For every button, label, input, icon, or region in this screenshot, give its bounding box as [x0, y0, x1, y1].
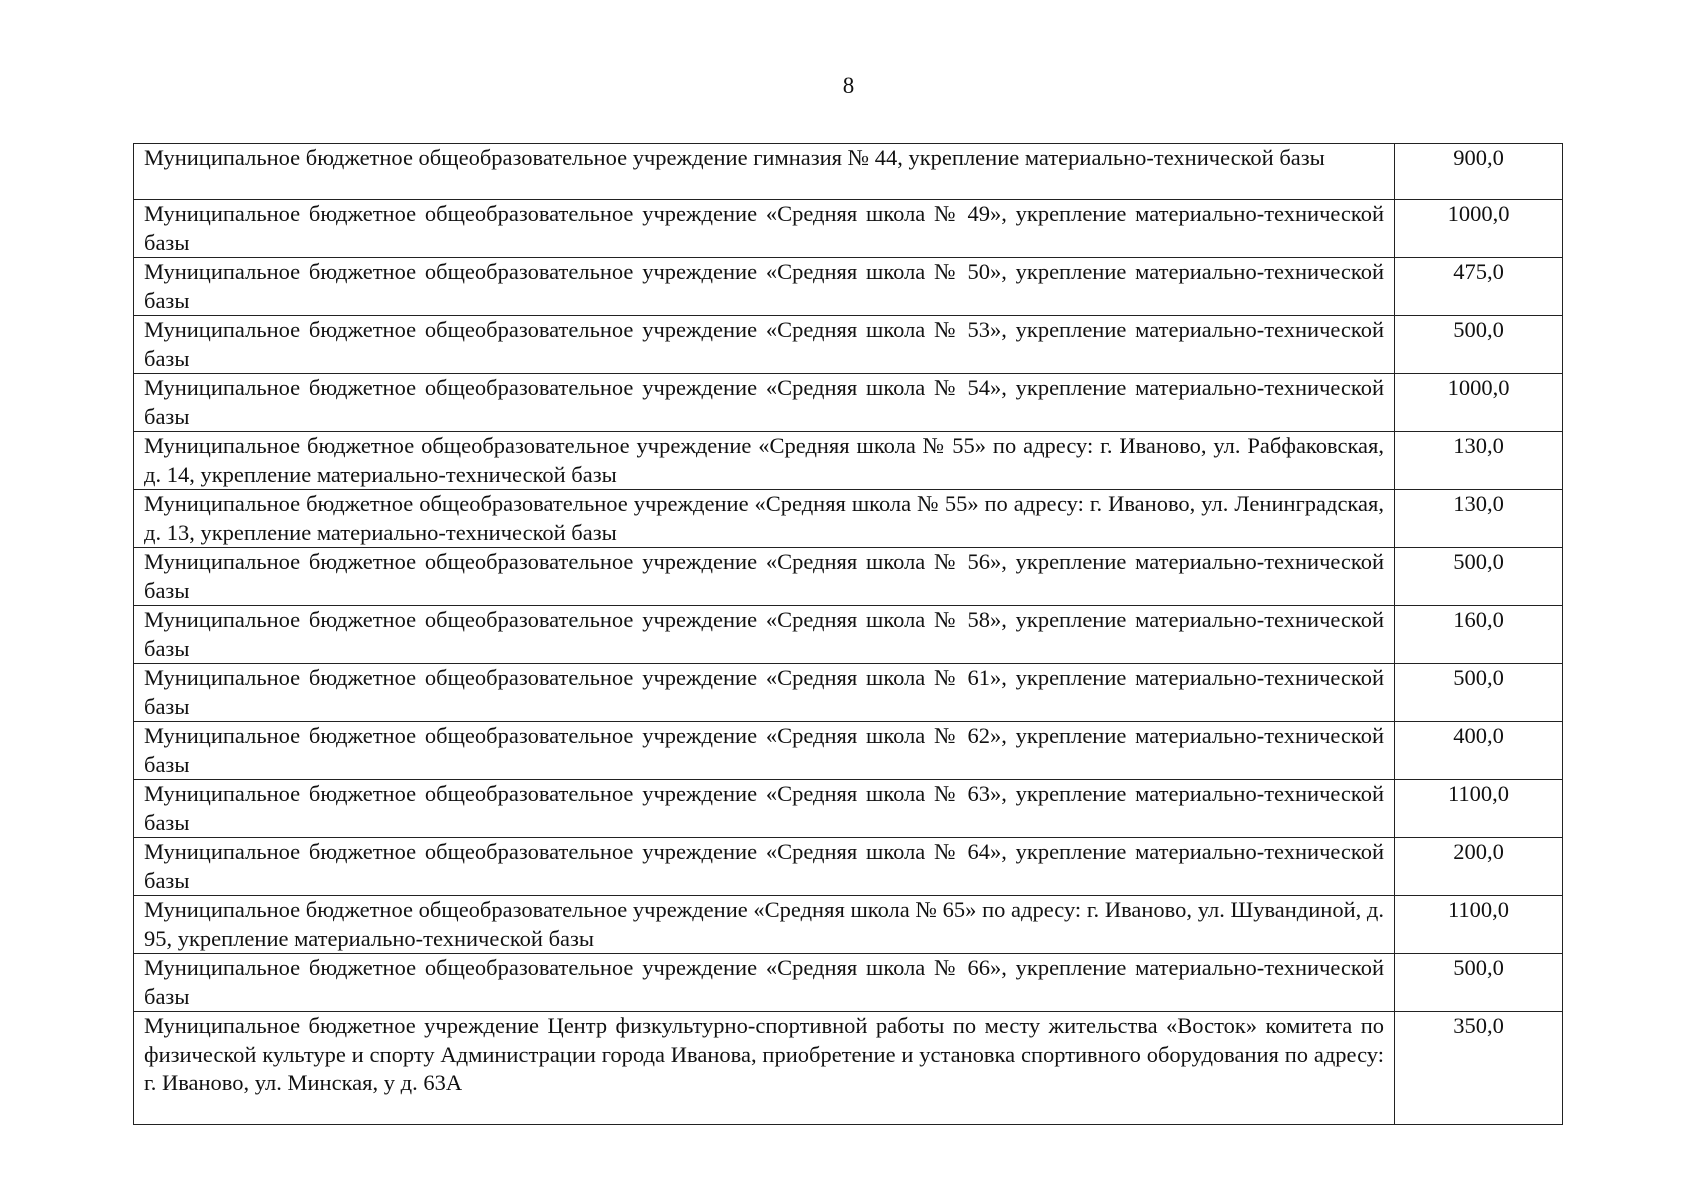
- institution-description: Муниципальное бюджетное общеобразовательное учреждение «Средняя школа № 53», укрепление материально-технической базы: [134, 316, 1395, 374]
- page-number: 8: [842, 73, 855, 98]
- institution-description: Муниципальное бюджетное учреждение Центр физкультурно-спортивной работы по месту жительства «Восток» комитета по физической культуре и спорту Администрации города Иванова, приобретение и установка спортивного оборудования по адресу: г. Иваново, ул. Минская, у д. 63А: [134, 1012, 1395, 1125]
- institution-description: Муниципальное бюджетное общеобразовательное учреждение «Средняя школа № 55» по адресу: г. Иваново, ул. Рабфаковская, д. 14, укрепление материально-технической базы: [134, 432, 1395, 490]
- institution-description: Муниципальное бюджетное общеобразовательное учреждение «Средняя школа № 65» по адресу: г. Иваново, ул. Шувандиной, д. 95, укрепление материально-технической базы: [134, 896, 1395, 954]
- allocation-amount: 130,0: [1395, 432, 1563, 490]
- institution-description: Муниципальное бюджетное общеобразовательное учреждение «Средняя школа № 62», укрепление материально-технической базы: [134, 722, 1395, 780]
- table-row: [134, 374, 1563, 432]
- allocation-amount: 475,0: [1395, 258, 1563, 316]
- allocation-amount: 500,0: [1395, 316, 1563, 374]
- institution-description: Муниципальное бюджетное общеобразовательное учреждение гимназия № 44, укрепление материально-технической базы: [134, 144, 1395, 200]
- table-row: [134, 144, 1563, 200]
- allocation-amount: 500,0: [1395, 664, 1563, 722]
- table-row: [134, 838, 1563, 896]
- allocation-amount: 200,0: [1395, 838, 1563, 896]
- allocation-amount: 400,0: [1395, 722, 1563, 780]
- allocation-amount: 350,0: [1395, 1012, 1563, 1125]
- allocation-amount: 1100,0: [1395, 780, 1563, 838]
- institution-description: Муниципальное бюджетное общеобразовательное учреждение «Средняя школа № 63», укрепление материально-технической базы: [134, 780, 1395, 838]
- table-row: [134, 258, 1563, 316]
- institution-description: Муниципальное бюджетное общеобразовательное учреждение «Средняя школа № 54», укрепление материально-технической базы: [134, 374, 1395, 432]
- table-row: [134, 432, 1563, 490]
- institution-description: Муниципальное бюджетное общеобразовательное учреждение «Средняя школа № 55» по адресу: г. Иваново, ул. Ленинградская, д. 13, укрепление материально-технической базы: [134, 490, 1395, 548]
- allocation-amount: 1000,0: [1395, 200, 1563, 258]
- table-row: [134, 548, 1563, 606]
- allocation-amount: 130,0: [1395, 490, 1563, 548]
- allocation-amount: 900,0: [1395, 144, 1563, 200]
- institution-description: Муниципальное бюджетное общеобразовательное учреждение «Средняя школа № 61», укрепление материально-технической базы: [134, 664, 1395, 722]
- table-row: [134, 664, 1563, 722]
- table-row: [134, 896, 1563, 954]
- allocation-amount: 500,0: [1395, 548, 1563, 606]
- table-row: [134, 606, 1563, 664]
- budget-allocation-table: [133, 143, 1563, 1125]
- allocation-amount: 160,0: [1395, 606, 1563, 664]
- institution-description: Муниципальное бюджетное общеобразовательное учреждение «Средняя школа № 56», укрепление материально-технической базы: [134, 548, 1395, 606]
- table-row: [134, 316, 1563, 374]
- institution-description: Муниципальное бюджетное общеобразовательное учреждение «Средняя школа № 58», укрепление материально-технической базы: [134, 606, 1395, 664]
- institution-description: Муниципальное бюджетное общеобразовательное учреждение «Средняя школа № 50», укрепление материально-технической базы: [134, 258, 1395, 316]
- allocation-amount: 1100,0: [1395, 896, 1563, 954]
- table-row: [134, 780, 1563, 838]
- table-row: [134, 722, 1563, 780]
- table-row: [134, 1012, 1563, 1125]
- institution-description: Муниципальное бюджетное общеобразовательное учреждение «Средняя школа № 66», укрепление материально-технической базы: [134, 954, 1395, 1012]
- table-row: [134, 490, 1563, 548]
- allocation-amount: 500,0: [1395, 954, 1563, 1012]
- table-row: [134, 200, 1563, 258]
- institution-description: Муниципальное бюджетное общеобразовательное учреждение «Средняя школа № 49», укрепление материально-технической базы: [134, 200, 1395, 258]
- table-row: [134, 954, 1563, 1012]
- institution-description: Муниципальное бюджетное общеобразовательное учреждение «Средняя школа № 64», укрепление материально-технической базы: [134, 838, 1395, 896]
- allocation-amount: 1000,0: [1395, 374, 1563, 432]
